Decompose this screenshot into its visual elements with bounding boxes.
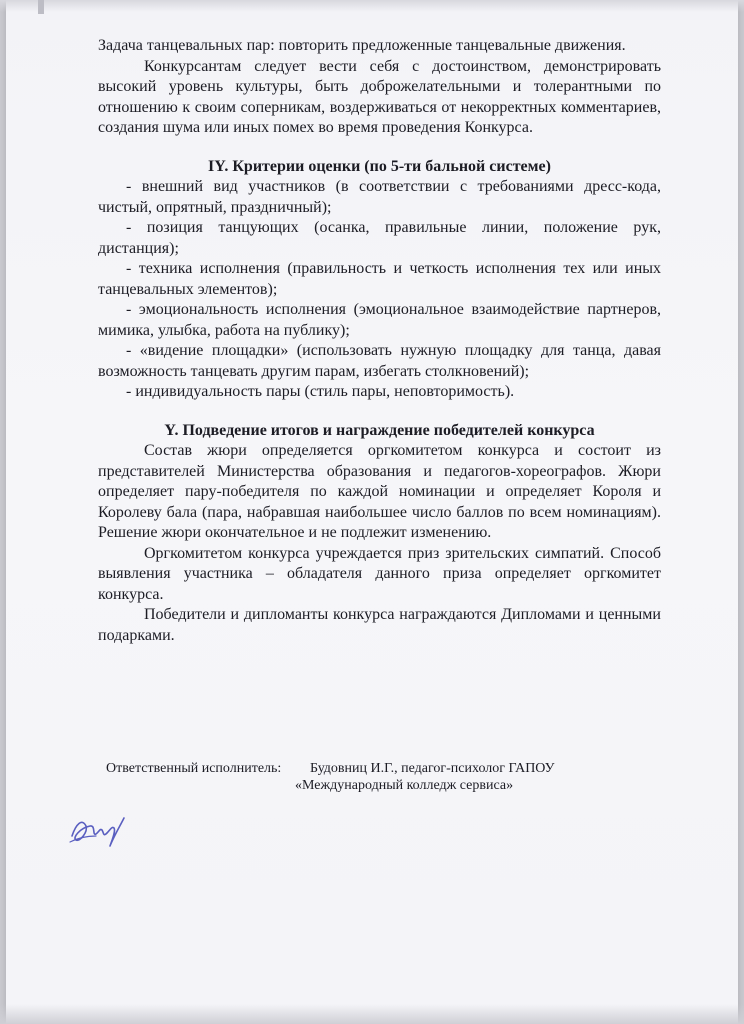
responsible-name: Будовниц И.Г., педагог-психолог ГАПОУ [310, 761, 555, 776]
scan-edge-bottom [0, 1004, 744, 1024]
handwritten-signature-icon [66, 806, 128, 854]
document-body [98, 36, 661, 646]
section-heading-criteria: IY. Критерии оценки (по 5-ти бальной системе) [208, 157, 551, 175]
criteria-item: - позиция танцующих (осанка, правильные линии, положение рук, дистанция); [98, 219, 661, 257]
section-heading-results: Y. Подведение итогов и награждение победителей конкурса [164, 421, 595, 439]
responsible-person-block [106, 760, 626, 794]
paragraph-prize: Оргкомитетом конкурса учреждается приз зрительских симпатий. Способ выявления участника – обладателя данного приза определяет оргкомитет конкурса. [98, 544, 661, 603]
criteria-item: - индивидуальность пары (стиль пары, неповторимость). [126, 383, 515, 400]
criteria-item: - эмоциональность исполнения (эмоциональное взаимодействие партнеров, мимика, улыбка, работа на публику); [98, 301, 661, 339]
scan-edge-top [0, 0, 744, 12]
scan-mark [38, 0, 44, 14]
paragraph-task: Задача танцевальных пар: повторить предложенные танцевальные движения. [98, 37, 626, 54]
paragraph-awards: Победители и дипломанты конкурса награждаются Дипломами и ценными подарками. [98, 606, 661, 644]
criteria-item: - техника исполнения (правильность и четкость исполнения тех или иных танцевальных элементов); [98, 260, 661, 298]
criteria-item: - внешний вид участников (в соответствии с требованиями дресс-кода, чистый, опрятный, праздничный); [98, 178, 661, 216]
responsible-label: Ответственный исполнитель: [106, 761, 282, 776]
paragraph-conduct: Конкурсантам следует вести себя с достоинством, демонстрировать высокий уровень культуры, быть доброжелательными и толерантными по отношению к своим соперникам, воздерживаться от некорректных комментариев, создания шума или иных помех во время проведения Конкурса. [98, 57, 661, 136]
responsible-organization: «Международный колледж сервиса» [295, 778, 514, 793]
paragraph-jury: Состав жюри определяется оргкомитетом конкурса и состоит из представителей Министерства образования и педагогов-хореографов. Жюри определяет пару-победителя по каждой номинации и определяет Короля и Королеву бала (пара, набравшая наибольшее число баллов по всем номинациям). Решение жюри окончательное и не подлежит изменению. [98, 442, 661, 541]
criteria-item: - «видение площадки» (использовать нужную площадку для танца, давая возможность танцевать другим парам, избегать столкновений); [98, 342, 661, 380]
